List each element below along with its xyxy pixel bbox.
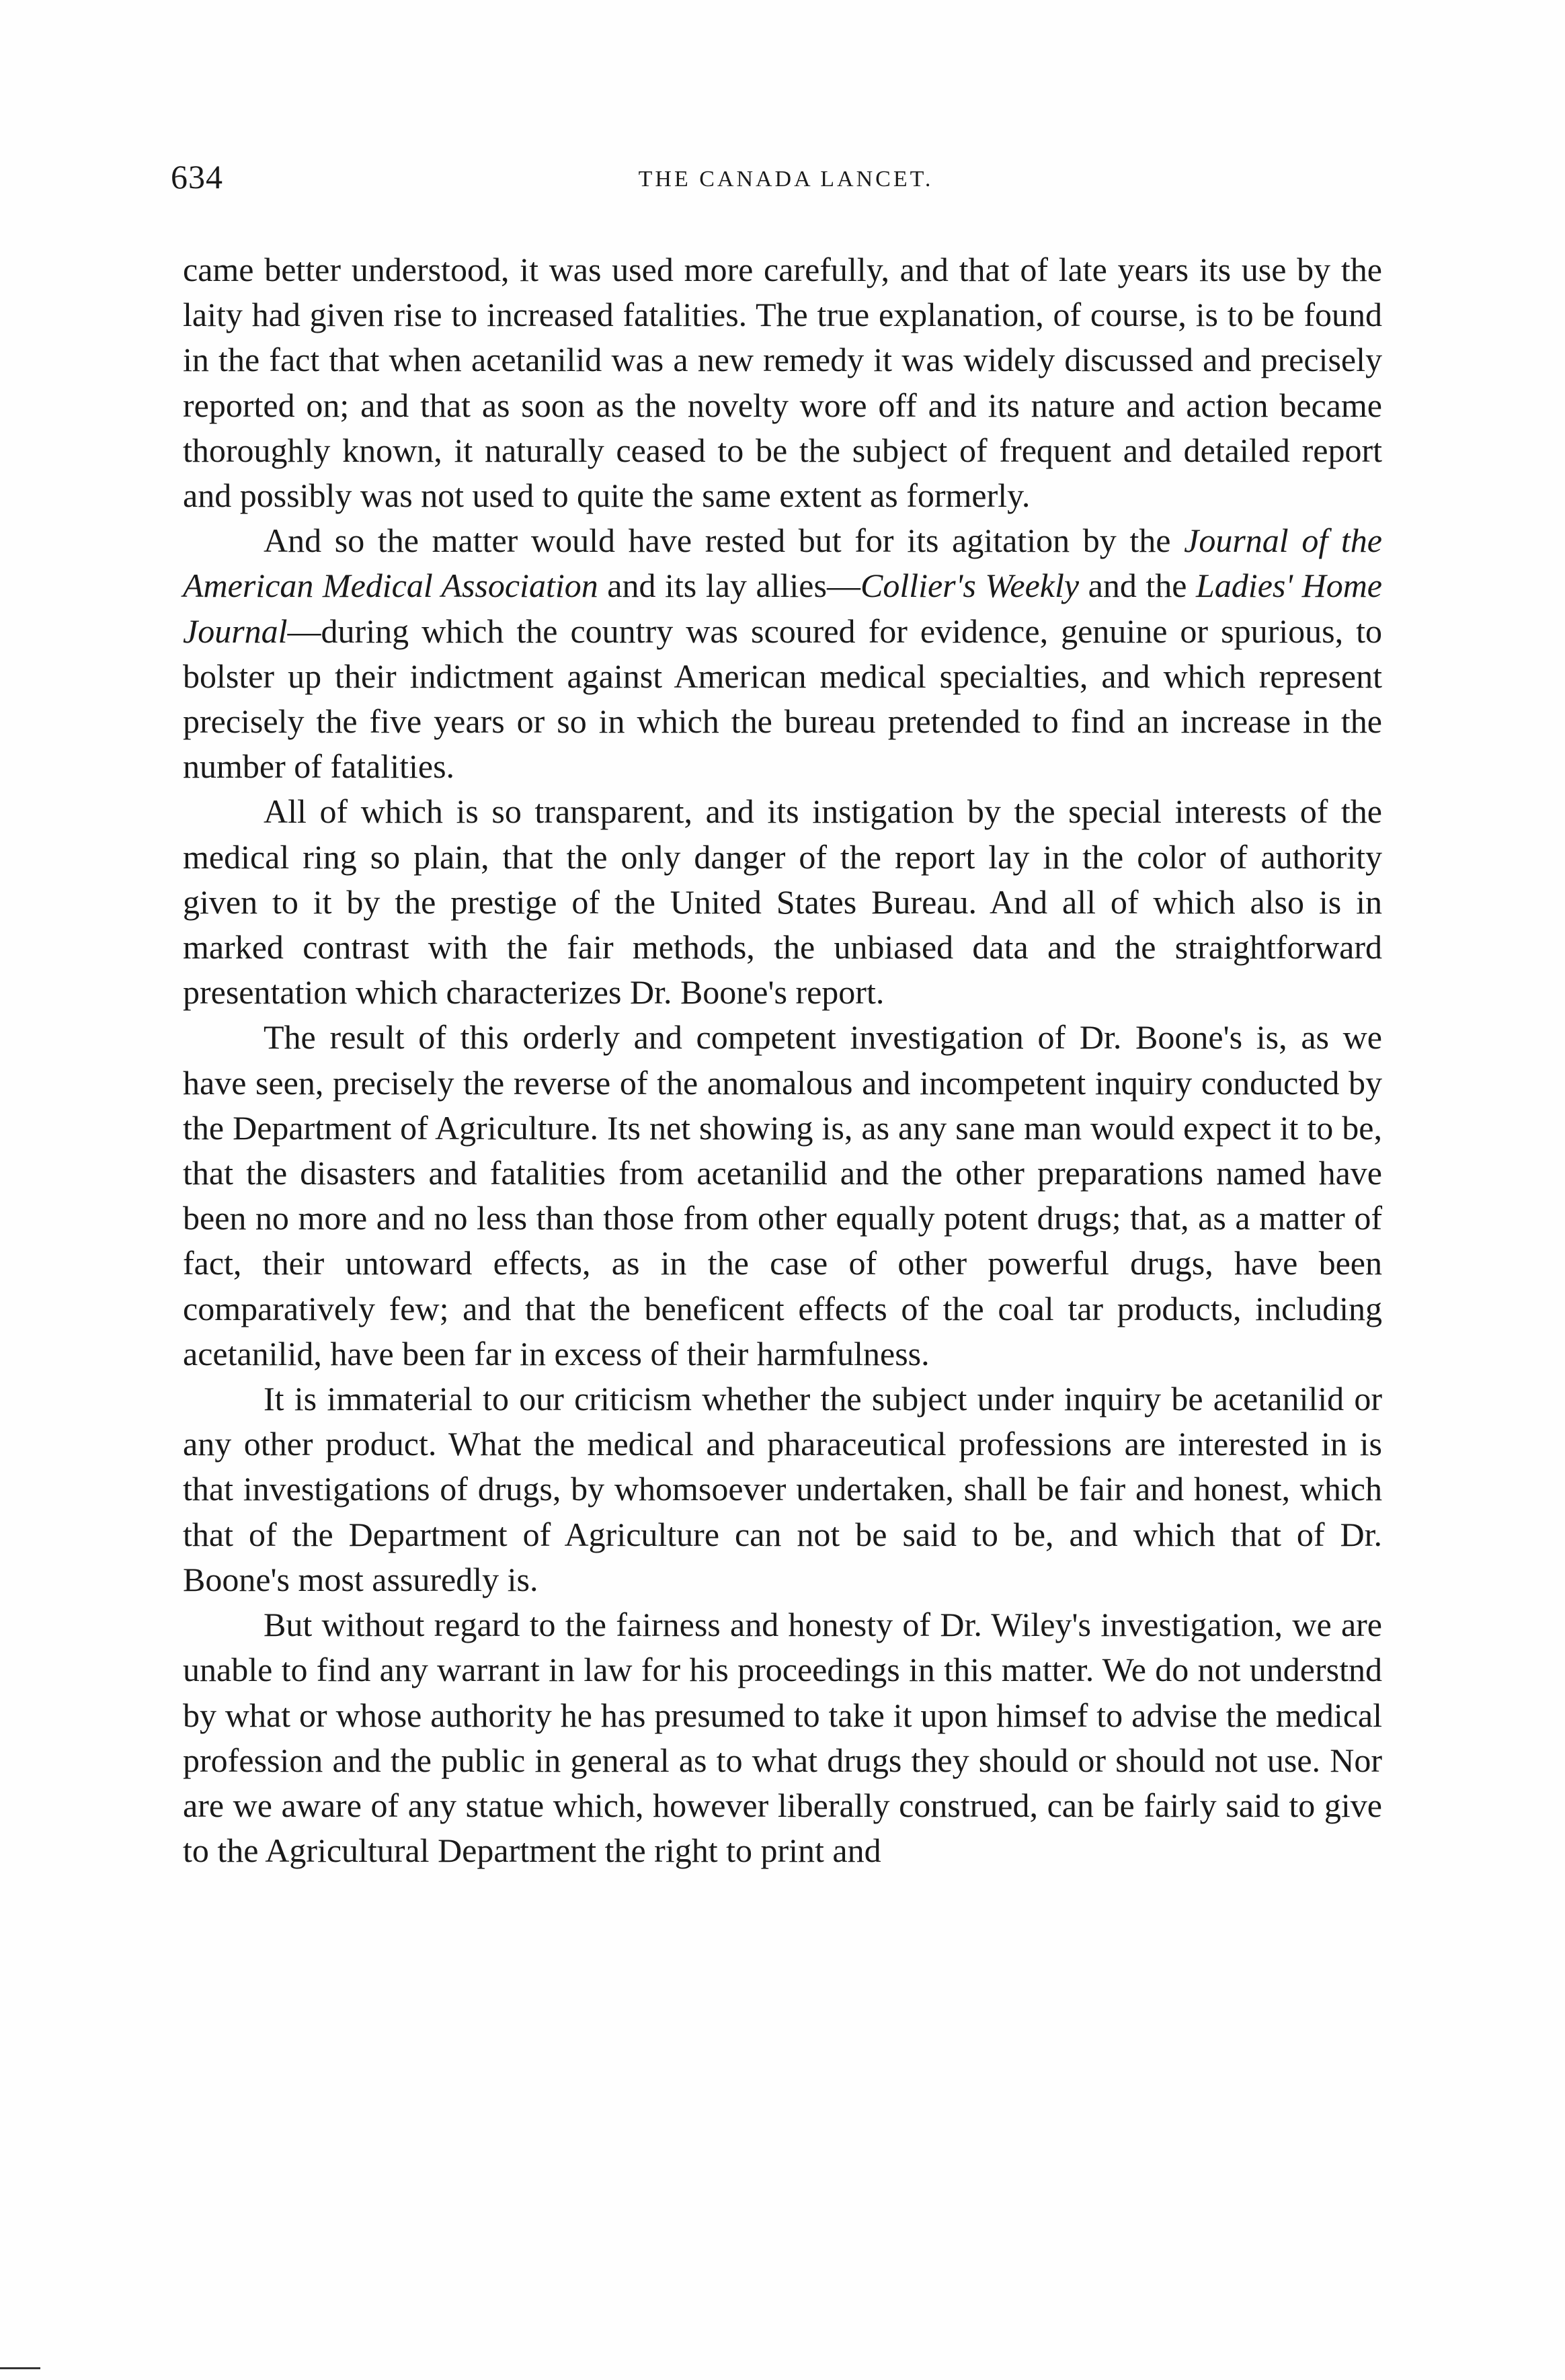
paragraph-5	[183, 1377, 1382, 1602]
scan-edge-mark	[0, 2367, 40, 2369]
paragraph-4-text: The result of this orderly and competent investigation of Dr. Boone's is, as we have seen, precisely the reverse of the anomalous and incompetent inquiry conducted by the Department of Agriculture. Its net showing is, as any sane man would expect it to be, that the disasters and fatalities from acetanilid and the other preparations named have been no more and no less than those from other equally potent drugs; that, as a matter of fact, their untoward effects, as in the case of other powerful drugs, have been comparatively few; and that the beneficent effects of the coal tar products, including acetanilid, have been far in excess of their harmfulness.	[183, 1018, 1382, 1372]
journal-title: THE CANADA LANCET.	[638, 167, 934, 192]
paragraph-2	[183, 518, 1382, 789]
paragraph-3-text: All of which is so transparent, and its instigation by the special interests of the medical ring so plain, that the only danger of the report lay in the color of authority given to it by the prestige of the United States Bureau. And all of which also is in marked contrast with the fair methods, the unbiased data and the straightforward presentation which characterizes Dr. Boone's report.	[183, 792, 1382, 1012]
paragraph-4	[183, 1015, 1382, 1377]
colliers-weekly-italic: Collier's Weekly	[860, 567, 1080, 605]
paragraph-2-text-d: —during which the country was scoured for evidence, genuine or spurious, to bolster up their indictment against American medical specialties, and which represent precisely the five years or so in which the bureau pretended to find an increase in the number of fatalities.	[183, 612, 1382, 786]
paragraph-1	[183, 247, 1382, 518]
paragraph-1-text: came better understood, it was used more carefully, and that of late years its use by the laity had given rise to increased fatalities. The true explanation, of course, is to be found in the fact that when acetanilid was a new remedy it was widely discussed and precisely reported on; and that as soon as the novelty wore off and its nature and action became thoroughly known, it naturally ceased to be the subject of frequent and detailed report and possibly was not used to quite the same extent as formerly.	[183, 251, 1382, 515]
running-head	[171, 153, 1401, 200]
article-body	[183, 247, 1382, 1873]
page-number: 634	[171, 158, 223, 196]
paragraph-2-text-c: and the	[1079, 567, 1196, 605]
paragraph-6-text: But without regard to the fairness and honesty of Dr. Wiley's investigation, we are unable to find any warrant in law for his proceedings in this matter. We do not understnd by what or whose authority he has presumed to take it upon himsef to advise the medical profession and the public in general as to what drugs they should or should not use. Nor are we aware of any statue which, however liberally construed, can be fairly said to give to the Agricultural Department the right to print and	[183, 1606, 1382, 1870]
ladies-home-journal-italic: Ladies' Home Journal	[183, 567, 1383, 650]
paragraph-3	[183, 789, 1382, 1015]
paragraph-2-text-a: And so the matter would have rested but for its agitation by the	[264, 522, 1185, 560]
paragraph-5-text: It is immaterial to our criticism whether the subject under inquiry be acetanilid or any other product. What the medical and pharaceutical professions are interested in is that investigations of drugs, by whomsoever undertaken, shall be fair and honest, which that of the Department of Agriculture can not be said to be, and which that of Dr. Boone's most assuredly is.	[183, 1380, 1382, 1598]
paragraph-6	[183, 1602, 1382, 1873]
journal-name-italic: Journal of the American Medical Association	[183, 522, 1382, 605]
paragraph-2-text-b: and its lay allies—	[598, 567, 860, 605]
